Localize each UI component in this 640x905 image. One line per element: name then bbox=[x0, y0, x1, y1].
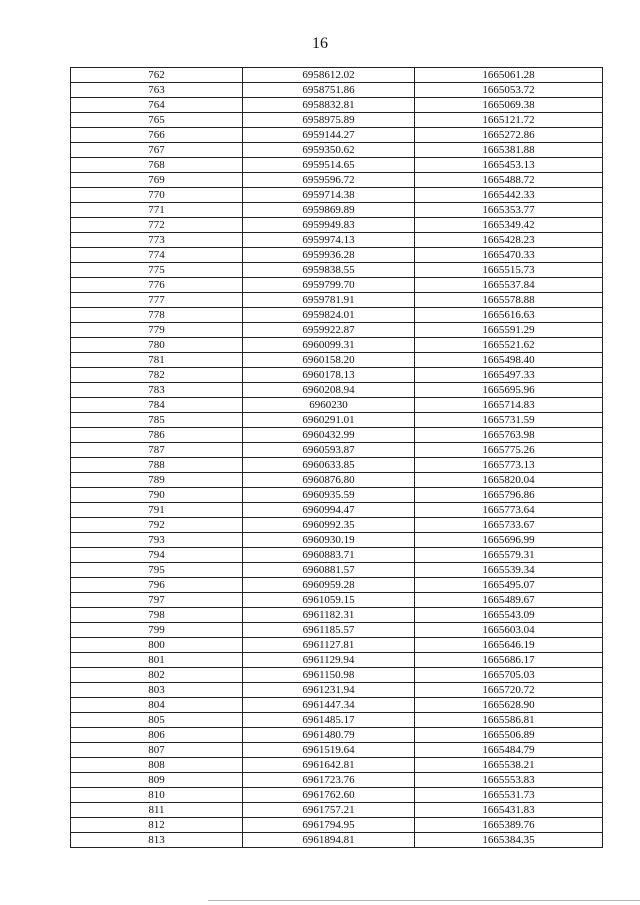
x-coordinate-cell: 6960230 bbox=[243, 398, 415, 413]
x-coordinate-cell: 6959838.55 bbox=[243, 263, 415, 278]
x-coordinate-cell: 6961127.81 bbox=[243, 638, 415, 653]
y-coordinate-cell: 1665484.79 bbox=[415, 743, 603, 758]
y-coordinate-cell: 1665796.86 bbox=[415, 488, 603, 503]
point-number-cell: 798 bbox=[71, 608, 243, 623]
y-coordinate-cell: 1665488.72 bbox=[415, 173, 603, 188]
y-coordinate-cell: 1665384.35 bbox=[415, 833, 603, 848]
x-coordinate-cell: 6960994.47 bbox=[243, 503, 415, 518]
table-row bbox=[71, 518, 603, 533]
point-number-cell: 785 bbox=[71, 413, 243, 428]
table-row bbox=[71, 713, 603, 728]
x-coordinate-cell: 6960633.85 bbox=[243, 458, 415, 473]
point-number-cell: 780 bbox=[71, 338, 243, 353]
point-number-cell: 779 bbox=[71, 323, 243, 338]
point-number-cell: 794 bbox=[71, 548, 243, 563]
y-coordinate-cell: 1665506.89 bbox=[415, 728, 603, 743]
point-number-cell: 766 bbox=[71, 128, 243, 143]
table-row bbox=[71, 503, 603, 518]
x-coordinate-cell: 6960158.20 bbox=[243, 353, 415, 368]
y-coordinate-cell: 1665686.17 bbox=[415, 653, 603, 668]
point-number-cell: 786 bbox=[71, 428, 243, 443]
x-coordinate-cell: 6961182.31 bbox=[243, 608, 415, 623]
y-coordinate-cell: 1665489.67 bbox=[415, 593, 603, 608]
y-coordinate-cell: 1665616.63 bbox=[415, 308, 603, 323]
table-row bbox=[71, 743, 603, 758]
table-row bbox=[71, 368, 603, 383]
y-coordinate-cell: 1665539.34 bbox=[415, 563, 603, 578]
y-coordinate-cell: 1665720.72 bbox=[415, 683, 603, 698]
y-coordinate-cell: 1665820.04 bbox=[415, 473, 603, 488]
table-row bbox=[71, 113, 603, 128]
y-coordinate-cell: 1665763.98 bbox=[415, 428, 603, 443]
point-number-cell: 764 bbox=[71, 98, 243, 113]
x-coordinate-cell: 6959869.89 bbox=[243, 203, 415, 218]
table-row bbox=[71, 533, 603, 548]
y-coordinate-cell: 1665696.99 bbox=[415, 533, 603, 548]
y-coordinate-cell: 1665773.64 bbox=[415, 503, 603, 518]
table-row bbox=[71, 548, 603, 563]
y-coordinate-cell: 1665731.59 bbox=[415, 413, 603, 428]
table-row bbox=[71, 128, 603, 143]
table-row bbox=[71, 668, 603, 683]
point-number-cell: 800 bbox=[71, 638, 243, 653]
y-coordinate-cell: 1665538.21 bbox=[415, 758, 603, 773]
y-coordinate-cell: 1665733.67 bbox=[415, 518, 603, 533]
point-number-cell: 773 bbox=[71, 233, 243, 248]
y-coordinate-cell: 1665495.07 bbox=[415, 578, 603, 593]
point-number-cell: 805 bbox=[71, 713, 243, 728]
point-number-cell: 812 bbox=[71, 818, 243, 833]
x-coordinate-cell: 6961059.15 bbox=[243, 593, 415, 608]
table-row bbox=[71, 233, 603, 248]
coordinates-table bbox=[70, 67, 603, 848]
x-coordinate-cell: 6960935.59 bbox=[243, 488, 415, 503]
x-coordinate-cell: 6958832.81 bbox=[243, 98, 415, 113]
x-coordinate-cell: 6959714.38 bbox=[243, 188, 415, 203]
y-coordinate-cell: 1665714.83 bbox=[415, 398, 603, 413]
point-number-cell: 791 bbox=[71, 503, 243, 518]
point-number-cell: 784 bbox=[71, 398, 243, 413]
x-coordinate-cell: 6959350.62 bbox=[243, 143, 415, 158]
x-coordinate-cell: 6961480.79 bbox=[243, 728, 415, 743]
y-coordinate-cell: 1665695.96 bbox=[415, 383, 603, 398]
x-coordinate-cell: 6960876.80 bbox=[243, 473, 415, 488]
x-coordinate-cell: 6960291.01 bbox=[243, 413, 415, 428]
point-number-cell: 776 bbox=[71, 278, 243, 293]
y-coordinate-cell: 1665628.90 bbox=[415, 698, 603, 713]
point-number-cell: 804 bbox=[71, 698, 243, 713]
table-row bbox=[71, 443, 603, 458]
point-number-cell: 768 bbox=[71, 158, 243, 173]
page-number: 16 bbox=[312, 35, 328, 52]
x-coordinate-cell: 6961519.64 bbox=[243, 743, 415, 758]
x-coordinate-cell: 6960593.87 bbox=[243, 443, 415, 458]
x-coordinate-cell: 6961150.98 bbox=[243, 668, 415, 683]
y-coordinate-cell: 1665775.26 bbox=[415, 443, 603, 458]
table-row bbox=[71, 188, 603, 203]
table-row bbox=[71, 218, 603, 233]
x-coordinate-cell: 6961642.81 bbox=[243, 758, 415, 773]
table-row bbox=[71, 458, 603, 473]
y-coordinate-cell: 1665053.72 bbox=[415, 83, 603, 98]
point-number-cell: 781 bbox=[71, 353, 243, 368]
x-coordinate-cell: 6959514.65 bbox=[243, 158, 415, 173]
table-row bbox=[71, 473, 603, 488]
point-number-cell: 782 bbox=[71, 368, 243, 383]
table-row bbox=[71, 428, 603, 443]
point-number-cell: 797 bbox=[71, 593, 243, 608]
x-coordinate-cell: 6961723.76 bbox=[243, 773, 415, 788]
table-row bbox=[71, 173, 603, 188]
point-number-cell: 775 bbox=[71, 263, 243, 278]
x-coordinate-cell: 6961794.95 bbox=[243, 818, 415, 833]
table-row bbox=[71, 143, 603, 158]
table-row bbox=[71, 383, 603, 398]
point-number-cell: 789 bbox=[71, 473, 243, 488]
y-coordinate-cell: 1665453.13 bbox=[415, 158, 603, 173]
x-coordinate-cell: 6960432.99 bbox=[243, 428, 415, 443]
point-number-cell: 765 bbox=[71, 113, 243, 128]
table-row bbox=[71, 413, 603, 428]
table-row bbox=[71, 773, 603, 788]
x-coordinate-cell: 6960930.19 bbox=[243, 533, 415, 548]
table-row bbox=[71, 83, 603, 98]
point-number-cell: 802 bbox=[71, 668, 243, 683]
x-coordinate-cell: 6960883.71 bbox=[243, 548, 415, 563]
x-coordinate-cell: 6961185.57 bbox=[243, 623, 415, 638]
table-row bbox=[71, 833, 603, 848]
y-coordinate-cell: 1665498.40 bbox=[415, 353, 603, 368]
table-row bbox=[71, 653, 603, 668]
x-coordinate-cell: 6959799.70 bbox=[243, 278, 415, 293]
point-number-cell: 769 bbox=[71, 173, 243, 188]
table-row bbox=[71, 488, 603, 503]
point-number-cell: 767 bbox=[71, 143, 243, 158]
y-coordinate-cell: 1665389.76 bbox=[415, 818, 603, 833]
table-row bbox=[71, 623, 603, 638]
point-number-cell: 801 bbox=[71, 653, 243, 668]
x-coordinate-cell: 6961231.94 bbox=[243, 683, 415, 698]
table-row bbox=[71, 818, 603, 833]
y-coordinate-cell: 1665646.19 bbox=[415, 638, 603, 653]
x-coordinate-cell: 6959824.01 bbox=[243, 308, 415, 323]
point-number-cell: 808 bbox=[71, 758, 243, 773]
x-coordinate-cell: 6959781.91 bbox=[243, 293, 415, 308]
point-number-cell: 792 bbox=[71, 518, 243, 533]
y-coordinate-cell: 1665497.33 bbox=[415, 368, 603, 383]
point-number-cell: 793 bbox=[71, 533, 243, 548]
point-number-cell: 803 bbox=[71, 683, 243, 698]
table-row bbox=[71, 608, 603, 623]
x-coordinate-cell: 6958975.89 bbox=[243, 113, 415, 128]
y-coordinate-cell: 1665543.09 bbox=[415, 608, 603, 623]
point-number-cell: 787 bbox=[71, 443, 243, 458]
point-number-cell: 788 bbox=[71, 458, 243, 473]
table-row bbox=[71, 308, 603, 323]
y-coordinate-cell: 1665586.81 bbox=[415, 713, 603, 728]
y-coordinate-cell: 1665470.33 bbox=[415, 248, 603, 263]
y-coordinate-cell: 1665553.83 bbox=[415, 773, 603, 788]
point-number-cell: 813 bbox=[71, 833, 243, 848]
table-row bbox=[71, 788, 603, 803]
y-coordinate-cell: 1665428.23 bbox=[415, 233, 603, 248]
y-coordinate-cell: 1665531.73 bbox=[415, 788, 603, 803]
point-number-cell: 783 bbox=[71, 383, 243, 398]
y-coordinate-cell: 1665705.03 bbox=[415, 668, 603, 683]
y-coordinate-cell: 1665591.29 bbox=[415, 323, 603, 338]
table-row bbox=[71, 803, 603, 818]
point-number-cell: 762 bbox=[71, 68, 243, 83]
x-coordinate-cell: 6959922.87 bbox=[243, 323, 415, 338]
table-row bbox=[71, 593, 603, 608]
scan-edge-line bbox=[208, 900, 640, 901]
y-coordinate-cell: 1665349.42 bbox=[415, 218, 603, 233]
x-coordinate-cell: 6961762.60 bbox=[243, 788, 415, 803]
x-coordinate-cell: 6960178.13 bbox=[243, 368, 415, 383]
table-row bbox=[71, 203, 603, 218]
x-coordinate-cell: 6959949.83 bbox=[243, 218, 415, 233]
point-number-cell: 810 bbox=[71, 788, 243, 803]
table-row bbox=[71, 398, 603, 413]
y-coordinate-cell: 1665515.73 bbox=[415, 263, 603, 278]
y-coordinate-cell: 1665603.04 bbox=[415, 623, 603, 638]
point-number-cell: 774 bbox=[71, 248, 243, 263]
y-coordinate-cell: 1665431.83 bbox=[415, 803, 603, 818]
coordinates-table-body bbox=[71, 68, 603, 848]
x-coordinate-cell: 6958612.02 bbox=[243, 68, 415, 83]
table-row bbox=[71, 728, 603, 743]
y-coordinate-cell: 1665353.77 bbox=[415, 203, 603, 218]
x-coordinate-cell: 6959144.27 bbox=[243, 128, 415, 143]
point-number-cell: 778 bbox=[71, 308, 243, 323]
x-coordinate-cell: 6959596.72 bbox=[243, 173, 415, 188]
y-coordinate-cell: 1665579.31 bbox=[415, 548, 603, 563]
point-number-cell: 771 bbox=[71, 203, 243, 218]
x-coordinate-cell: 6960099.31 bbox=[243, 338, 415, 353]
table-row bbox=[71, 638, 603, 653]
x-coordinate-cell: 6961129.94 bbox=[243, 653, 415, 668]
x-coordinate-cell: 6960208.94 bbox=[243, 383, 415, 398]
point-number-cell: 799 bbox=[71, 623, 243, 638]
table-row bbox=[71, 338, 603, 353]
table-row bbox=[71, 158, 603, 173]
y-coordinate-cell: 1665521.62 bbox=[415, 338, 603, 353]
point-number-cell: 763 bbox=[71, 83, 243, 98]
y-coordinate-cell: 1665121.72 bbox=[415, 113, 603, 128]
table-row bbox=[71, 323, 603, 338]
table-row bbox=[71, 698, 603, 713]
table-row bbox=[71, 278, 603, 293]
x-coordinate-cell: 6961757.21 bbox=[243, 803, 415, 818]
point-number-cell: 796 bbox=[71, 578, 243, 593]
x-coordinate-cell: 6961485.17 bbox=[243, 713, 415, 728]
y-coordinate-cell: 1665442.33 bbox=[415, 188, 603, 203]
point-number-cell: 806 bbox=[71, 728, 243, 743]
x-coordinate-cell: 6961894.81 bbox=[243, 833, 415, 848]
y-coordinate-cell: 1665578.88 bbox=[415, 293, 603, 308]
table-row bbox=[71, 563, 603, 578]
point-number-cell: 795 bbox=[71, 563, 243, 578]
x-coordinate-cell: 6960881.57 bbox=[243, 563, 415, 578]
x-coordinate-cell: 6961447.34 bbox=[243, 698, 415, 713]
table-row bbox=[71, 758, 603, 773]
point-number-cell: 790 bbox=[71, 488, 243, 503]
table-row bbox=[71, 68, 603, 83]
point-number-cell: 777 bbox=[71, 293, 243, 308]
point-number-cell: 772 bbox=[71, 218, 243, 233]
x-coordinate-cell: 6959936.28 bbox=[243, 248, 415, 263]
table-row bbox=[71, 353, 603, 368]
y-coordinate-cell: 1665773.13 bbox=[415, 458, 603, 473]
table-row bbox=[71, 578, 603, 593]
point-number-cell: 770 bbox=[71, 188, 243, 203]
table-row bbox=[71, 683, 603, 698]
y-coordinate-cell: 1665381.88 bbox=[415, 143, 603, 158]
x-coordinate-cell: 6960992.35 bbox=[243, 518, 415, 533]
table-row bbox=[71, 263, 603, 278]
x-coordinate-cell: 6958751.86 bbox=[243, 83, 415, 98]
table-row bbox=[71, 98, 603, 113]
x-coordinate-cell: 6960959.28 bbox=[243, 578, 415, 593]
point-number-cell: 809 bbox=[71, 773, 243, 788]
y-coordinate-cell: 1665272.86 bbox=[415, 128, 603, 143]
point-number-cell: 811 bbox=[71, 803, 243, 818]
table-row bbox=[71, 293, 603, 308]
y-coordinate-cell: 1665537.84 bbox=[415, 278, 603, 293]
x-coordinate-cell: 6959974.13 bbox=[243, 233, 415, 248]
table-row bbox=[71, 248, 603, 263]
y-coordinate-cell: 1665061.28 bbox=[415, 68, 603, 83]
point-number-cell: 807 bbox=[71, 743, 243, 758]
y-coordinate-cell: 1665069.38 bbox=[415, 98, 603, 113]
